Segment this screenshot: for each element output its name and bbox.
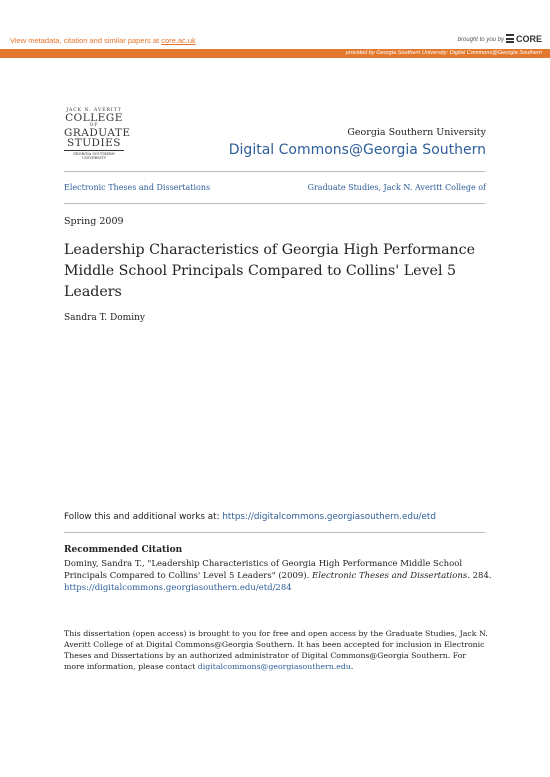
citation-text bbox=[64, 558, 494, 594]
citation-number: . 284. bbox=[467, 571, 492, 581]
recommended-citation-heading: Recommended Citation bbox=[64, 545, 183, 555]
department-link[interactable]: Graduate Studies, Jack N. Averitt College of bbox=[307, 183, 486, 192]
contact-email-link[interactable]: digitalcommons@georgiasouthern.edu bbox=[197, 662, 351, 671]
follow-link[interactable]: https://digitalcommons.georgiasouthern.edu/etd bbox=[222, 512, 436, 522]
logo-line-1: JACK N. AVERITT bbox=[66, 108, 122, 113]
core-logo-icon bbox=[506, 34, 514, 43]
core-logo-text: CORE bbox=[516, 34, 543, 44]
core-banner bbox=[0, 32, 550, 48]
citation-series: Electronic Theses and Dissertations bbox=[312, 571, 468, 581]
logo-line-4: GRADUATE bbox=[64, 127, 131, 139]
notice-end: . bbox=[350, 662, 354, 671]
logo-line-3: OF bbox=[89, 123, 99, 128]
logo-line-2: COLLEGE bbox=[65, 112, 123, 124]
core-link[interactable]: core.ac.uk bbox=[161, 36, 196, 45]
logo-line-6: GEORGIA SOUTHERN UNIVERSITY bbox=[64, 150, 124, 160]
logo-line-5: STUDIES bbox=[67, 137, 121, 149]
divider bbox=[64, 171, 485, 172]
follow-label: Follow this and additional works at: bbox=[64, 512, 223, 522]
divider bbox=[64, 532, 485, 533]
core-logo[interactable] bbox=[506, 34, 542, 46]
document-title: Leadership Characteristics of Georgia High Performance Middle School Principals Compared to Collins' Level 5 Leaders bbox=[64, 242, 476, 300]
collection-link[interactable]: Electronic Theses and Dissertations bbox=[64, 183, 211, 192]
citation-link[interactable]: https://digitalcommons.georgiasouthern.edu/etd/284 bbox=[64, 583, 292, 593]
notice-text: This dissertation (open access) is brought to you for free and open access by the Graduate Studies, Jack N. Averitt College of at Digital Commons@Georgia Southern. It has been accepted for inclusion in Electronic Theses and Dissertations by an authorized administrator of Digital Commons@Georgia Southern. For more information, please contact bbox=[64, 629, 488, 671]
access-notice bbox=[64, 628, 489, 672]
core-metadata-label: View metadata, citation and similar papers at bbox=[10, 36, 162, 45]
provider-text[interactable]: provided by Georgia Southern University: Digital Commons@Georgia Southern bbox=[345, 50, 542, 56]
university-name: Georgia Southern University bbox=[347, 127, 486, 138]
repository-name[interactable]: Digital Commons@Georgia Southern bbox=[228, 142, 486, 158]
core-metadata-text bbox=[10, 36, 196, 45]
publication-date: Spring 2009 bbox=[64, 216, 124, 227]
citation-main: Dominy, Sandra T., "Leadership Characteristics of Georgia High Performance Middle School Principals Compared to Collins' Level 5 Leaders" (2009). bbox=[64, 559, 463, 581]
divider bbox=[64, 203, 485, 204]
author-name: Sandra T. Dominy bbox=[64, 313, 145, 323]
college-logo bbox=[64, 108, 131, 160]
provider-strip bbox=[0, 49, 550, 58]
follow-line bbox=[64, 512, 436, 522]
brought-to-you-label: brought to you by bbox=[457, 37, 504, 43]
